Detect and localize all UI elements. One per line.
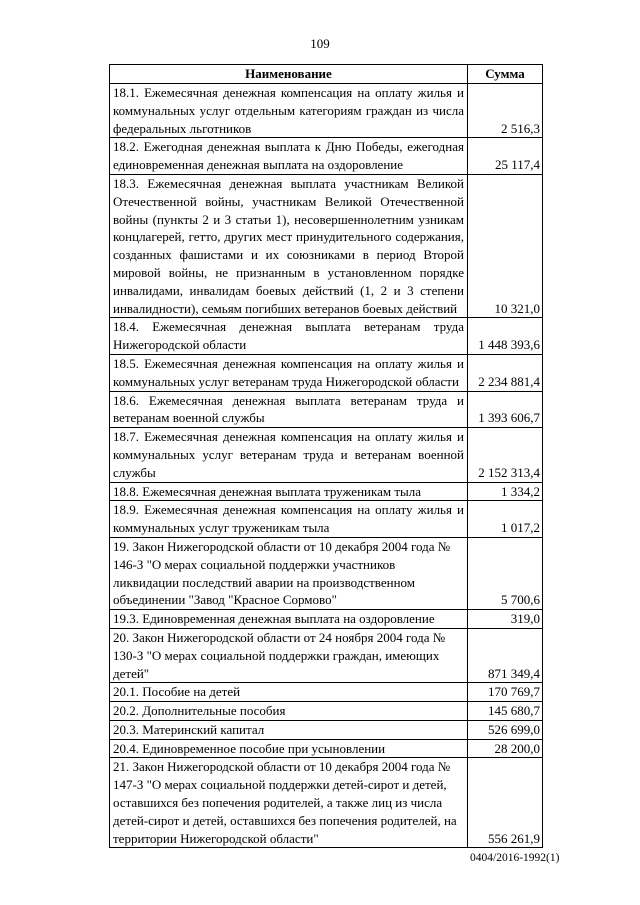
row-name-cell: 18.2. Ежегодная денежная выплата к Дню Победы, ежегодная единовременная денежная выплата на оздоровление [110,138,468,175]
row-sum-cell: 1 393 606,7 [468,391,543,428]
table-row [110,537,543,609]
table-row [110,138,543,175]
row-sum-cell: 25 117,4 [468,138,543,175]
row-sum-cell: 871 349,4 [468,628,543,682]
row-name-cell: 20.4. Единовременное пособие при усыновлении [110,739,468,758]
row-sum-cell: 170 769,7 [468,683,543,702]
row-name-cell: 19.3. Единовременная денежная выплата на оздоровление [110,610,468,629]
table-row [110,428,543,482]
table-row [110,758,543,848]
row-name-cell: 18.8. Ежемесячная денежная выплата труженикам тыла [110,482,468,501]
table-row [110,610,543,629]
row-name-cell: 18.5. Ежемесячная денежная компенсация на оплату жилья и коммунальных услуг ветеранам труда Нижегородской области [110,354,468,391]
row-name-cell: 18.7. Ежемесячная денежная компенсация на оплату жилья и коммунальных услуг ветеранам труда и ветеранам военной службы [110,428,468,482]
column-header-name: Наименование [110,65,468,84]
row-sum-cell: 145 680,7 [468,702,543,721]
row-sum-cell: 1 017,2 [468,501,543,538]
row-sum-cell: 2 516,3 [468,84,543,138]
table-row [110,84,543,138]
row-name-cell: 20. Закон Нижегородской области от 24 ноября 2004 года № 130-З "О мерах социальной поддержки граждан, имеющих детей" [110,628,468,682]
table-body [110,84,543,848]
table-row [110,739,543,758]
row-name-cell: 18.1. Ежемесячная денежная компенсация на оплату жилья и коммунальных услуг отдельным категориям граждан из числа федеральных льготников [110,84,468,138]
table-row [110,482,543,501]
row-name-cell: 21. Закон Нижегородской области от 10 декабря 2004 года № 147-З "О мерах социальной поддержки детей-сирот и детей, оставшихся без попечения родителей, а также лиц из числа детей-сирот и детей, оставшихся без попечения родителей, на территории Нижегородской области" [110,758,468,848]
row-name-cell: 18.9. Ежемесячная денежная компенсация на оплату жилья и коммунальных услуг труженикам тыла [110,501,468,538]
table-header-row [110,65,543,84]
row-sum-cell: 10 321,0 [468,174,543,317]
document-id: 0404/2016-1992(1) [470,852,560,864]
row-name-cell: 18.3. Ежемесячная денежная выплата участникам Великой Отечественной войны, участникам Великой Отечественной войны (пункты 2 и 3 статьи 1), несовершеннолетним узникам концлагерей, гетто, других мест принудительного содержания, созданных фашистами и их союзниками в период Второй мировой войны, не признанным в установленном порядке инвалидами, инвалидам боевых действий (1, 2 и 3 степени инвалидности), семьям погибших ветеранов боевых действий [110,174,468,317]
row-sum-cell: 526 699,0 [468,720,543,739]
row-sum-cell: 5 700,6 [468,537,543,609]
row-name-cell: 20.3. Материнский капитал [110,720,468,739]
table-row [110,628,543,682]
row-sum-cell: 2 152 313,4 [468,428,543,482]
row-sum-cell: 319,0 [468,610,543,629]
row-sum-cell: 1 334,2 [468,482,543,501]
appropriations-table [109,64,543,848]
table-row [110,391,543,428]
row-name-cell: 20.2. Дополнительные пособия [110,702,468,721]
table-row [110,318,543,355]
table-row [110,720,543,739]
row-sum-cell: 2 234 881,4 [468,354,543,391]
table-row [110,354,543,391]
row-sum-cell: 28 200,0 [468,739,543,758]
table-row [110,174,543,317]
row-name-cell: 20.1. Пособие на детей [110,683,468,702]
row-sum-cell: 1 448 393,6 [468,318,543,355]
row-sum-cell: 556 261,9 [468,758,543,848]
row-name-cell: 18.6. Ежемесячная денежная выплата ветеранам труда и ветеранам военной службы [110,391,468,428]
page-number: 109 [310,36,330,51]
table-row [110,501,543,538]
row-name-cell: 19. Закон Нижегородской области от 10 декабря 2004 года № 146-З "О мерах социальной поддержки участников ликвидации последствий аварии на производственном объединении "Завод "Красное Сормово" [110,537,468,609]
table-row [110,683,543,702]
column-header-sum: Сумма [468,65,543,84]
row-name-cell: 18.4. Ежемесячная денежная выплата ветеранам труда Нижегородской области [110,318,468,355]
table-row [110,702,543,721]
